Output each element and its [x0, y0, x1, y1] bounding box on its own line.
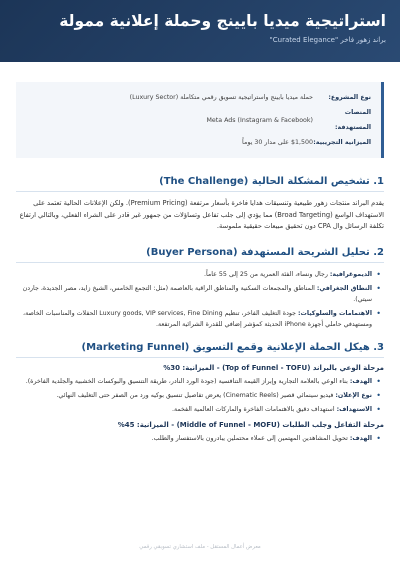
list-item: • الاهتمامات والسلوكيات: جودة التغليف الفاخر، تنظيم Luxury goods, VIP services, Fine Dining الحفلات والمناسبات الخاصة، ومستهدفي حاملي أجهزة iPhone الحديثة كمؤشر إضافي للقدرة الشرائية المرتفعة.: [16, 308, 372, 330]
section-challenge: [16, 176, 384, 233]
list-item: • الديموغرافية: رجال ونساء، الفئة العمرية من 25 إلى 55 عاماً.: [16, 269, 372, 280]
section-persona: [16, 247, 384, 330]
list-item: • الهدف: تحويل المشاهدين المهتمين إلى عملاء محتملين يبادرون بالاستفسار والطلب.: [16, 433, 372, 444]
list-item: • الاستهداف: استهداف دقيق بالاهتمامات الفاخرة والماركات العالمية الفخمة.: [16, 404, 372, 415]
info-value: حملة ميديا بايينج واستراتيجية تسويق رقمي متكاملة (Luxury Sector): [129, 94, 313, 101]
page-title: استراتيجية ميديا بايينج وحملة إعلانية ممولة: [59, 12, 386, 30]
stage-list: [16, 376, 384, 415]
list-item: • الهدف: بناء الوعي بالعلامة التجارية وإبراز القيمة التنافسية (جودة الورد النادر، طريقة التنسيق والبوكسات الخشبية والجلدية الفاخرة).: [16, 376, 372, 387]
info-row-budget: [26, 135, 371, 150]
page-footer: معرض أعمال المستقل - ملف استشاري تسويقي رقمي: [139, 544, 261, 550]
section-funnel: [16, 342, 384, 444]
info-label: نوع المشروع:: [328, 94, 371, 101]
header-banner: [0, 0, 400, 62]
info-value: Meta Ads (Instagram & Facebook): [206, 116, 313, 124]
project-info-box: [16, 82, 384, 158]
section-heading: 2. تحليل الشريحة المستهدفة (Buyer Persona): [16, 247, 384, 263]
info-row-platforms: [26, 105, 371, 135]
section-heading: 3. هيكل الحملة الإعلانية وقمع التسويق (Marketing Funnel): [16, 342, 384, 358]
info-label: الميزانية التجريبية:: [313, 139, 371, 146]
persona-list: [16, 269, 384, 330]
section-paragraph: يقدم البراند منتجات زهور طبيعية وتنسيقات هدايا فاخرة بأسعار مرتفعة (Premium Pricing). ولكن الإعلانات الحالية تعتمد على الاستهداف الواسع (Broad Targeting) مما يؤدي إلى جلب تفاعل وتساؤلات من جمهور غير قادر على الشراء الفعلي، وبالتالي ارتفاع تكلفة الرسائل وال CPA دون تحقيق مبيعات حقيقية ملموسة.: [19, 199, 384, 230]
section-heading: 1. تشخيص المشكلة الحالية (The Challenge): [16, 176, 384, 192]
list-item: • النطاق الجغرافي: المناطق والمجمعات السكنية والمناطق الراقية بالعاصمة (مثل: التجمع الخامس، الشيخ زايد، مصر الجديدة، جاردن سيتي).: [16, 283, 372, 305]
page-subtitle: براند زهور فاخر "Curated Elegance": [269, 36, 386, 44]
list-item: • نوع الإعلان: فيديو سينمائي قصير (Cinematic Reels) يعرض تفاصيل تنسيق بوكيه ورد من الصفر حتى التغليف النهائي.: [16, 390, 372, 401]
info-value: $1,500 على مدار 30 يوماً: [242, 139, 313, 146]
stage-list: [16, 433, 384, 444]
funnel-stage-title: مرحلة الوعي بالبراند (Top of Funnel - TOFU) - الميزانية: 30%: [163, 363, 384, 372]
info-row-project: [26, 90, 371, 105]
info-label: المنصات المستهدفة:: [335, 109, 371, 131]
funnel-stage-title: مرحلة التفاعل وجلب الطلبات (Middle of Funnel - MOFU) - الميزانية: 45%: [117, 420, 384, 429]
